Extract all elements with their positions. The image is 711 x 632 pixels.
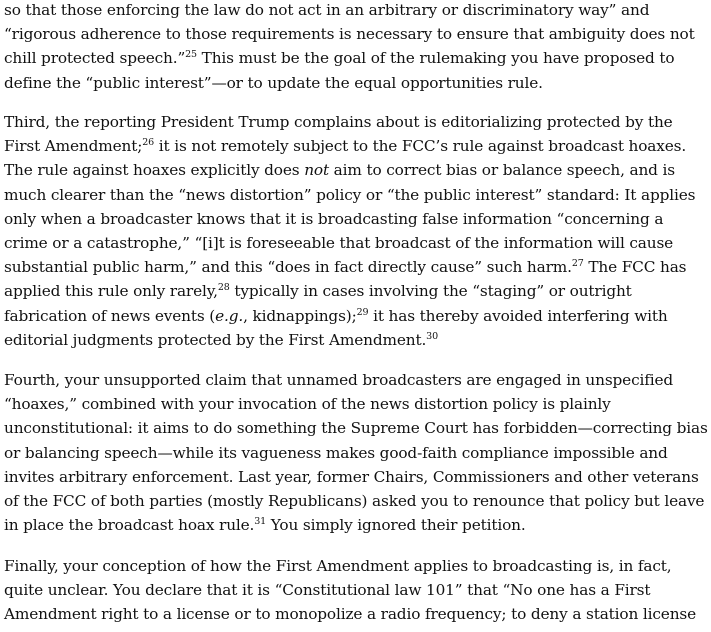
text-run: Fourth, your unsupported claim that unnamed broadcasters are engaged in unspecified “hoaxes,” combined with your invocation of the news distortion policy is plainly unconstitutional: it aims to do something the Supreme Court has forbidden—correcting bias or balancing speech—while its vagueness makes good-faith compliance impossible and invites arbitrary enforcement. Last year, former Chairs, Commissioners and other veterans of the FCC of both parties (mostly Republicans) asked you to renounce that policy but leave in place the broadcast hoax rule. bbox=[4, 371, 708, 535]
footnote-ref: 26 bbox=[142, 137, 155, 149]
text-run: typically in cases involving the “staging” or outright fabrication of news events ( bbox=[4, 282, 632, 325]
text-run: This must be the goal of the rulemaking you have proposed to define the “public interest”—or to update the equal opportunities rule. bbox=[4, 49, 675, 92]
paragraph-1 bbox=[4, 0, 708, 95]
text-run: Third, the reporting President Trump complains about is editorializing protected by the First Amendment; bbox=[4, 113, 673, 156]
footnote-ref: 31 bbox=[254, 516, 267, 528]
emphasis-text: e.g. bbox=[215, 306, 244, 325]
footnote-ref: 28 bbox=[217, 282, 230, 294]
footnote-ref: 30 bbox=[426, 330, 438, 342]
text-run: The FCC has applied this rule only rarely, bbox=[4, 258, 687, 301]
text-run: it has thereby avoided interfering with editorial judgments protected by the First Amendment. bbox=[4, 306, 668, 349]
emphasis-text: not bbox=[304, 161, 329, 180]
footnote-ref: 27 bbox=[571, 258, 584, 270]
paragraph-3 bbox=[4, 368, 708, 537]
text-run: so that those enforcing the law do not act in an arbitrary or discriminatory way” and “rigorous adherence to those requirements is necessary to ensure that ambiguity does not chill protected speech.” bbox=[4, 1, 695, 68]
text-run: You simply ignored their petition. bbox=[266, 516, 526, 535]
text-run: Finally, your conception of how the First Amendment applies to broadcasting is, in fact, quite unclear. You declare that it is “Constitutional law 101” that “No one has a First Amendment right to a license or to monopolize a radio frequency; to deny a station license bbox=[4, 557, 697, 624]
paragraph-2 bbox=[4, 110, 708, 352]
text-run: aim to correct bias or balance speech, and is much clearer than the “news distortion” policy or “the public interest” standard: It applies only when a broadcaster knows that it is broadcasting false information “concerning a crime or a catastrophe,” “[i]t is foreseeable that broadcast of the information will cause substantial public harm,” and this “does in fact directly cause” such harm. bbox=[4, 161, 696, 277]
text-run: , kidnappings); bbox=[243, 306, 357, 325]
footnote-ref: 25 bbox=[185, 49, 197, 61]
paragraph-4 bbox=[4, 554, 708, 627]
footnote-ref: 29 bbox=[356, 306, 369, 318]
text-run: it is not remotely subject to the FCC’s rule against broadcast hoaxes. The rule against hoaxes explicitly does bbox=[4, 137, 687, 180]
